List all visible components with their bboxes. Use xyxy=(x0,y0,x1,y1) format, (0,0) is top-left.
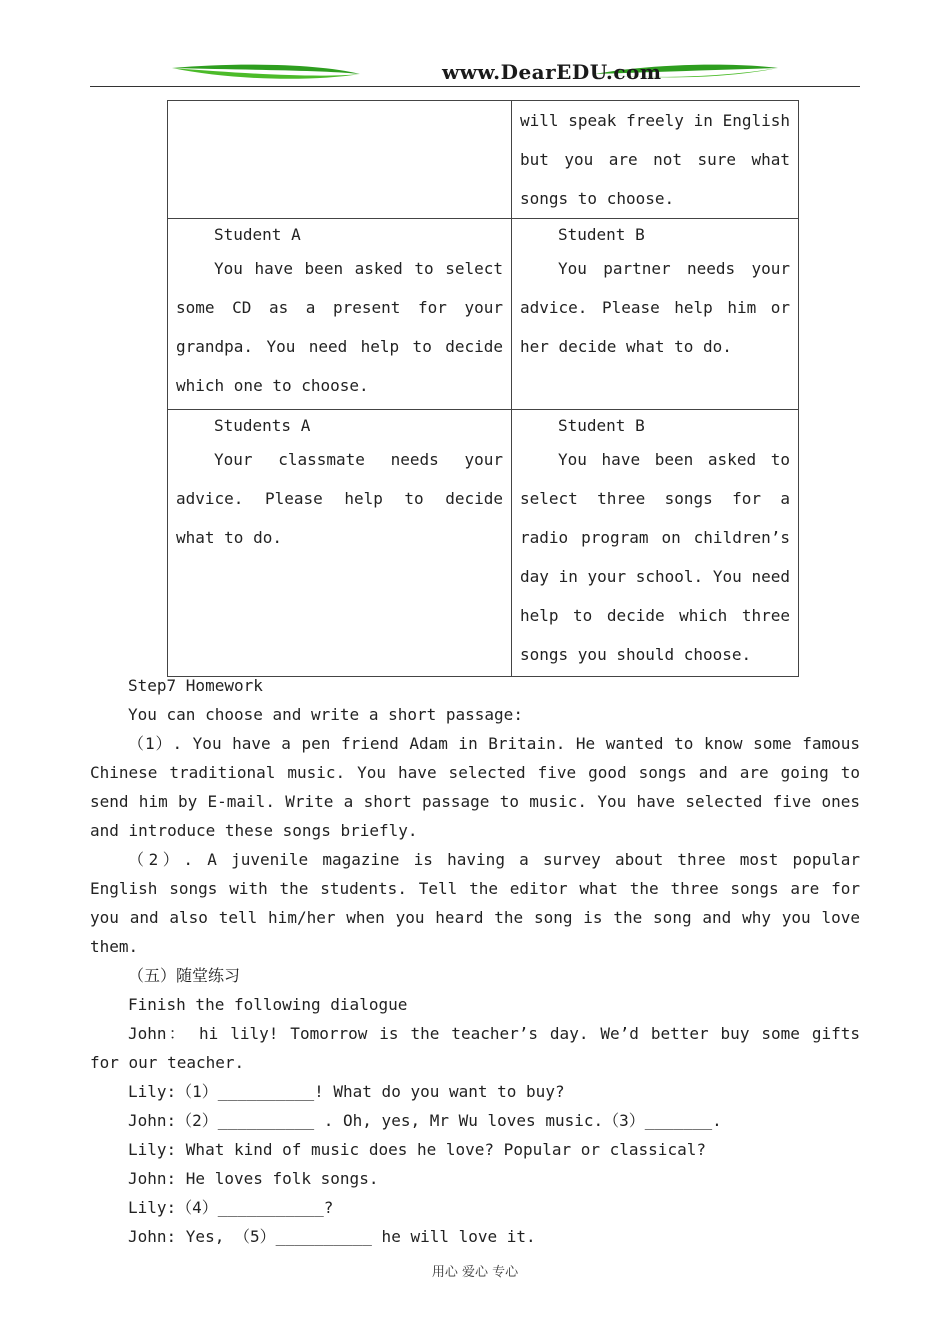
homework-item-2: （2）. A juvenile magazine is having a survey about three most popular English songs with the students. Tell the editor what the three songs are for you and also tell him/her when you heard the song is the song and why you love them. xyxy=(90,850,860,956)
cell-heading: Student B xyxy=(558,225,645,244)
page-header xyxy=(90,58,860,90)
homework-intro: You can choose and write a short passage: xyxy=(128,705,523,724)
cell-text: will speak freely in English but you are not sure what songs to choose. xyxy=(520,111,790,208)
table-cell-empty xyxy=(168,101,512,219)
table-cell xyxy=(168,219,512,410)
header-rule xyxy=(90,86,860,87)
dialogue-line: Lily: What kind of music does he love? Popular or classical? xyxy=(128,1140,706,1159)
cell-text: You partner needs your advice. Please help him or her decide what to do. xyxy=(520,259,790,356)
cell-heading: Student B xyxy=(558,416,645,435)
cell-heading: Students A xyxy=(214,416,311,435)
cell-text: You have been asked to select some CD as a present for your grandpa. You need help to decide which one to choose. xyxy=(176,259,503,395)
cell-heading: Student A xyxy=(214,225,301,244)
roleplay-table xyxy=(167,100,799,677)
homework-item-1: （1）. You have a pen friend Adam in Britain. He wanted to know some famous Chinese traditional music. You have selected five good songs and are going to send him by E-mail. Write a short passage to music. You have selected five ones and introduce these songs briefly. xyxy=(90,734,860,840)
dialogue-line: Lily:（4）___________? xyxy=(128,1198,334,1217)
cell-text: You have been asked to select three songs for a radio program on children’s day in your school. You need help to decide which three songs you should choose. xyxy=(520,450,790,664)
dialogue-line: John:（2）__________ . Oh, yes, Mr Wu loves music.（3）_______. xyxy=(128,1111,722,1130)
table-cell xyxy=(512,219,799,410)
dialogue-line: Lily:（1）__________! What do you want to buy? xyxy=(128,1082,565,1101)
table-cell xyxy=(512,410,799,677)
table-row xyxy=(168,410,799,677)
homework-section xyxy=(90,671,860,1251)
section-title: Step7 Homework xyxy=(128,676,263,695)
table-cell xyxy=(512,101,799,219)
dialogue-line: John: He loves folk songs. xyxy=(128,1169,379,1188)
cell-text: Your classmate needs your advice. Please help to decide what to do. xyxy=(176,450,503,547)
table-row xyxy=(168,101,799,219)
site-logo-text: www.DearEDU.com xyxy=(442,60,662,84)
table-row xyxy=(168,219,799,410)
page-footer: 用心 爱心 专心 xyxy=(431,1265,519,1280)
section-title: （五）随堂练习 xyxy=(128,966,241,985)
dialogue-line: John： hi lily! Tomorrow is the teacher’s day. We’d better buy some gifts for our teacher. xyxy=(90,1024,860,1072)
dialogue-line: John: Yes, （5）__________ he will love it. xyxy=(128,1227,536,1246)
practice-instruction: Finish the following dialogue xyxy=(128,995,408,1014)
table-cell xyxy=(168,410,512,677)
